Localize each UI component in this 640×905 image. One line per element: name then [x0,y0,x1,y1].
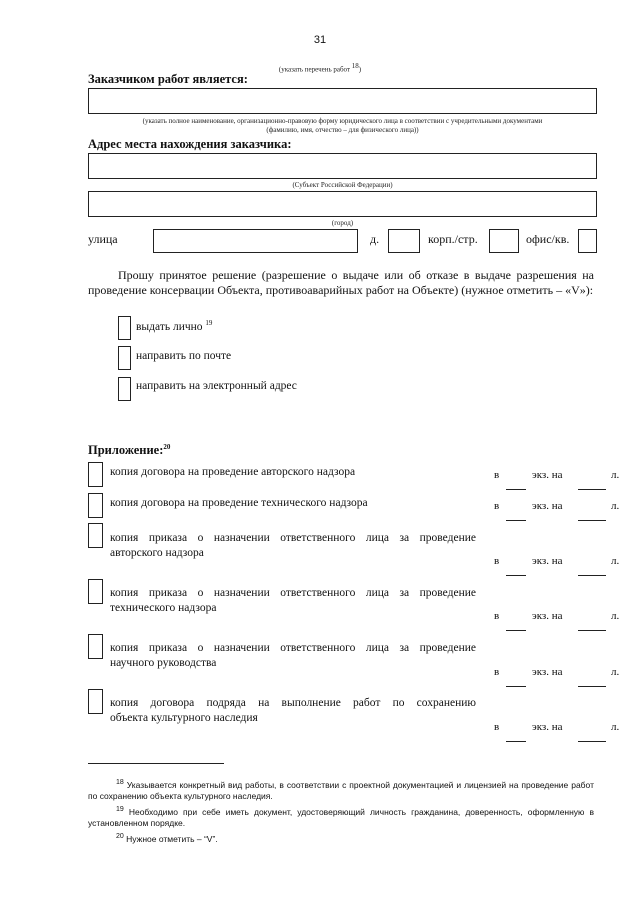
footnotes [88,777,594,846]
footnote-19-num: 19 [116,805,124,813]
footnote-19-text: Необходимо при себе иметь документ, удостоверяющий личность гражданина, доверенность, оформленную в установленном порядке. [88,806,594,829]
attachment-label: копия приказа о назначении ответственного лица за проведение [110,642,476,654]
attachment-in-label: в [494,721,500,733]
attachment-sheets-label: л. [611,610,620,622]
attachment-checkbox[interactable] [88,634,103,659]
option-email-label: направить на электронный адрес [136,380,297,392]
office-field[interactable] [578,229,597,253]
attachments-heading-sup: 20 [163,443,171,451]
attachment-sheets-blank[interactable] [578,630,606,631]
attachment-in-label: в [494,500,500,512]
address-heading: Адрес места нахождения заказчика: [88,137,292,151]
region-hint: (Субъект Российской Федерации) [292,181,393,189]
attachment-copies-blank[interactable] [506,489,526,490]
attachment-sheets-label: л. [611,500,620,512]
street-label: улица [88,232,118,246]
attachment-checkbox[interactable] [88,462,103,487]
customer-name-field[interactable] [88,88,597,114]
attachment-label: копия договора на проведение технического надзора [110,497,368,509]
option-in-person-label [136,319,212,333]
attachment-label-line2: технического надзора [110,602,217,614]
attachment-sheets-blank[interactable] [578,686,606,687]
attachment-sheets-label: л. [611,555,620,567]
footnote-18-num: 18 [116,779,124,786]
attachment-sheets-blank[interactable] [578,575,606,576]
attachment-checkbox[interactable] [88,493,103,518]
attachment-copies-label: экз. на [532,500,563,512]
attachment-checkbox[interactable] [88,689,103,714]
attachment-in-label: в [494,469,500,481]
attachment-checkbox[interactable] [88,579,103,604]
house-label: д. [370,232,380,246]
attachment-label-line2: объекта культурного наследия [110,712,258,724]
region-field[interactable] [88,153,597,179]
attachment-copies-blank[interactable] [506,630,526,631]
attachment-copies-blank[interactable] [506,520,526,521]
footnote-18 [88,777,594,803]
attachment-label-line2: авторского надзора [110,547,204,559]
attachment-copies-label: экз. на [532,721,563,733]
option-in-person-checkbox[interactable] [118,316,131,340]
attachment-sheets-blank[interactable] [578,489,606,490]
customer-hint-2: (фамилию, имя, отчество – для физического лица)) [266,126,419,134]
attachment-sheets-label: л. [611,721,620,733]
footnote-20-num: 20 [116,832,124,840]
customer-hint-1: (указать полное наименование, организационно-правовую форму юридического лица в соответствии с учредительными документами [142,117,543,125]
attachments-heading-text: Приложение: [88,443,164,458]
office-label: офис/кв. [526,232,570,246]
page-number: 31 [313,34,327,46]
option-by-mail-label: направить по почте [136,350,232,362]
option-email-checkbox[interactable] [118,377,131,401]
works-list-hint-end: ) [358,65,362,74]
attachment-in-label: в [494,666,500,678]
request-text: Прошу принятое решение (разрешение о выдаче или об отказе в выдаче разрешения на проведение консервации Объекта, противоаварийных работ на Объекте) (нужное отметить – «V»): [88,268,594,297]
customer-heading: Заказчиком работ является: [88,72,248,86]
attachment-label: копия приказа о назначении ответственного лица за проведение [110,587,476,599]
attachment-checkbox[interactable] [88,523,103,548]
attachment-label-line2: научного руководства [110,657,217,669]
attachment-copies-blank[interactable] [506,575,526,576]
option-in-person-sup: 19 [205,319,213,327]
footnote-18-text: Указывается конкретный вид работы, в соответствии с проектной документацией и лицензией на проведение работ по сохранению объекта культурного наследия. [88,779,594,802]
street-field[interactable] [153,229,358,253]
city-hint: (город) [331,219,354,227]
option-by-mail-checkbox[interactable] [118,346,131,370]
attachment-sheets-blank[interactable] [578,741,606,742]
attachment-label: копия приказа о назначении ответственного лица за проведение [110,532,476,544]
works-list-hint-text: (указать перечень работ [278,65,352,74]
house-field[interactable] [388,229,420,253]
attachment-in-label: в [494,610,500,622]
attachment-in-label: в [494,555,500,567]
works-list-hint-sup: 18 [351,62,359,70]
footnote-separator [88,763,224,764]
attachment-copies-label: экз. на [532,666,563,678]
building-label: корп./стр. [428,232,478,246]
attachment-copies-blank[interactable] [506,686,526,687]
attachment-copies-label: экз. на [532,555,563,567]
attachment-copies-blank[interactable] [506,741,526,742]
footnote-20-text: Нужное отметить – “V”. [123,833,218,844]
option-in-person-text: выдать лично [136,320,203,333]
attachment-sheets-label: л. [611,469,620,481]
building-field[interactable] [489,229,519,253]
footnote-20 [88,831,594,845]
attachment-label: копия договора на проведение авторского надзора [110,466,356,478]
attachments-heading [88,443,170,458]
footnote-19 [88,804,594,830]
attachment-copies-label: экз. на [532,610,563,622]
attachment-copies-label: экз. на [532,469,563,481]
city-field[interactable] [88,191,597,217]
attachment-label: копия договора подряда на выполнение работ по сохранению [110,697,476,709]
attachment-sheets-blank[interactable] [578,520,606,521]
attachment-sheets-label: л. [611,666,620,678]
